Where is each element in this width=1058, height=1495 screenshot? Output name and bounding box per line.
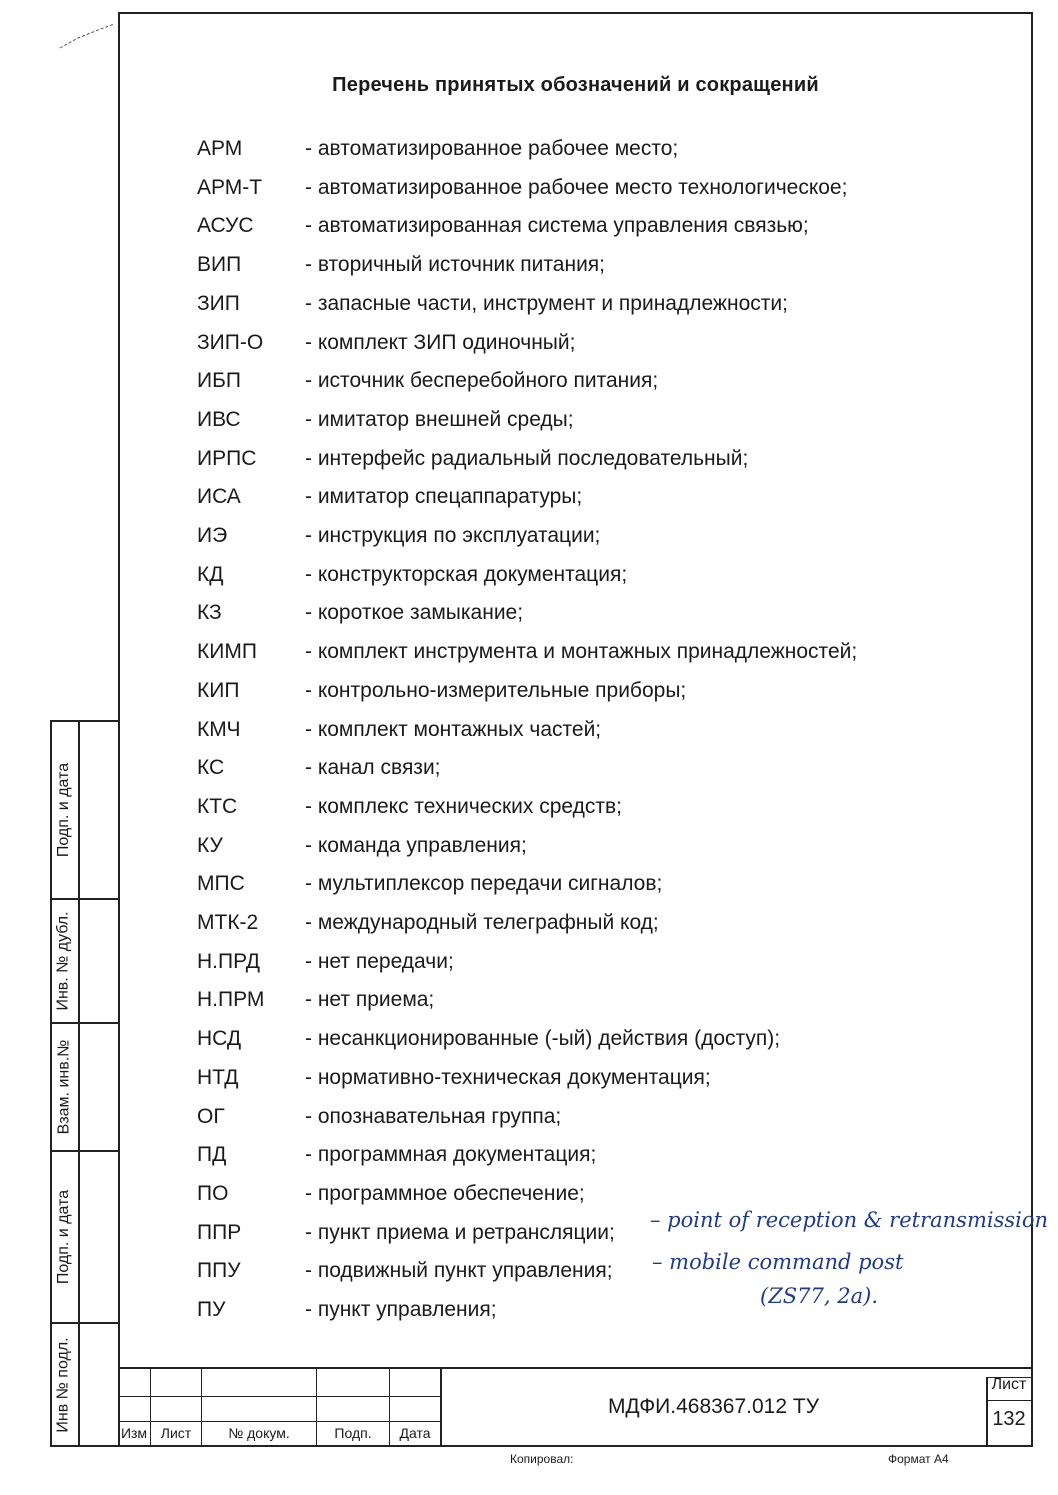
abbreviation-term: ИБП — [197, 369, 241, 393]
abbreviation-definition: - международный телеграфный код; — [305, 911, 659, 934]
abbreviation-term: АСУС — [197, 214, 254, 238]
side-label-inv-dubl: Инв. № дубл. — [55, 911, 73, 1011]
abbreviation-term: КТС — [197, 794, 238, 818]
title-block-top-line — [118, 1367, 1033, 1369]
abbreviation-definition: - нет приема; — [305, 988, 435, 1012]
abbreviation-term: АРМ — [197, 137, 243, 160]
frame-top-border — [118, 12, 1033, 14]
abbreviation-definition: - канал связи; — [305, 756, 441, 780]
pen-mark-icon — [58, 20, 118, 50]
abbreviation-term: КМЧ — [197, 717, 241, 741]
title-block-sheet-mid-line — [986, 1400, 1033, 1401]
abbreviation-term: АРМ-Т — [197, 175, 263, 199]
abbreviation-definition: - нет передачи; — [305, 949, 454, 973]
title-block-row-line — [118, 1396, 440, 1397]
handwritten-note-ppu: – mobile command post — [652, 1250, 904, 1274]
abbreviation-term: ИЭ — [197, 524, 228, 547]
abbreviation-definition: - пункт приема и ретрансляции; — [305, 1220, 615, 1244]
abbreviation-term: ПО — [197, 1181, 229, 1205]
abbreviation-term: ОГ — [197, 1104, 225, 1128]
abbreviation-term: ВИП — [197, 253, 242, 277]
abbreviation-definition: - контрольно-измерительные приборы; — [305, 678, 687, 702]
abbreviation-definition: - источник бесперебойного питания; — [305, 369, 659, 393]
abbreviation-term: ИВС — [197, 407, 241, 431]
abbreviation-term: НТД — [197, 1065, 239, 1089]
abbreviation-term: МТК-2 — [197, 911, 259, 934]
abbreviation-definition: - несанкционированные (-ый) действия (доступ); — [305, 1027, 781, 1051]
abbreviation-term: Н.ПРМ — [197, 988, 265, 1012]
title-block-list: Лист — [160, 1425, 192, 1441]
handwritten-note-ppr: – point of reception & retransmission — [650, 1208, 1049, 1232]
abbreviation-definition: - нормативно-техническая документация; — [305, 1065, 711, 1089]
abbreviation-definition: - интерфейс радиальный последовательный; — [305, 446, 749, 470]
abbreviation-term: ЗИП-О — [197, 330, 264, 354]
handwritten-note-ppu-ref: (ZS77, 2a). — [760, 1284, 878, 1308]
side-label-inv-podl: Инв № подл. — [55, 1336, 72, 1433]
abbreviation-definition: - мультиплексор передачи сигналов; — [305, 872, 663, 896]
abbreviation-definition: - команда управления; — [305, 833, 527, 857]
abbreviation-definition: - имитатор спецаппаратуры; — [305, 485, 583, 509]
side-strip-inner-line — [78, 720, 80, 1447]
abbreviation-term: ППУ — [197, 1259, 241, 1283]
document-code: МДФИ.468367.012 ТУ — [607, 1395, 820, 1418]
title-block-podp: Подп. — [334, 1425, 372, 1441]
side-label-podp-data: Подп. и дата — [55, 762, 72, 858]
abbreviation-term: КИП — [197, 678, 240, 702]
abbreviation-term: КУ — [197, 833, 223, 857]
abbreviation-term: ИРПС — [197, 446, 257, 470]
abbreviation-definition: - конструкторская документация; — [305, 562, 628, 586]
frame-left-border — [118, 12, 120, 1446]
sheet-label: Лист — [991, 1376, 1027, 1393]
abbreviation-definition: - запасные части, инструмент и принадлежности; — [305, 291, 788, 315]
abbreviation-definition: - программное обеспечение; — [305, 1181, 585, 1205]
abbreviation-definition: - программная документация; — [305, 1143, 597, 1167]
abbreviation-definition: - автоматизированная система управления связью; — [305, 214, 809, 238]
abbreviation-definition: - комплект инструмента и монтажных принадлежностей; — [305, 640, 858, 664]
abbreviation-definition: - короткое замыкание; — [305, 601, 524, 625]
title-block-dokum: № докум. — [228, 1425, 290, 1441]
abbreviation-definition: - вторичный источник питания; — [305, 253, 606, 277]
abbreviation-term: МПС — [197, 872, 245, 896]
abbreviation-term: ПУ — [197, 1298, 226, 1321]
footer-format: Формат А4 — [888, 1452, 949, 1466]
abbreviation-term: ЗИП — [197, 291, 240, 315]
abbreviation-definition: - пункт управления; — [305, 1298, 497, 1321]
abbreviation-term: КД — [197, 562, 224, 586]
abbreviation-definition: - опознавательная группа; — [305, 1104, 562, 1128]
abbreviation-definition: - инструкция по эксплуатации; — [305, 524, 601, 547]
abbreviation-term: Н.ПРД — [197, 949, 260, 973]
abbreviation-term: ПД — [197, 1143, 227, 1167]
footer-copied: Копировал: — [510, 1452, 574, 1466]
side-label-podp-data-2: Подп. и дата — [55, 1189, 72, 1285]
abbreviation-definition: - подвижный пункт управления; — [305, 1259, 613, 1283]
title-block-row-line — [118, 1421, 440, 1422]
abbreviation-definition: - комплект монтажных частей; — [305, 717, 602, 741]
sheet-number: 132 — [992, 1408, 1026, 1430]
title-block-data: Дата — [399, 1425, 431, 1441]
frame-bottom-border — [50, 1445, 1033, 1447]
side-label-vzam-inv: Взам. инв.№ — [55, 1039, 72, 1135]
abbreviation-definition: - комплекс технических средств; — [305, 794, 622, 818]
abbreviation-term: ИСА — [197, 485, 241, 509]
abbreviation-term: КЗ — [197, 601, 222, 625]
abbreviation-term: НСД — [197, 1027, 242, 1051]
abbreviation-term: КИМП — [197, 640, 257, 664]
abbreviation-definition: - имитатор внешней среды; — [305, 407, 574, 431]
abbreviation-definition: - автоматизированное рабочее место; — [305, 137, 679, 160]
page-title: Перечень принятых обозначений и сокращений — [332, 74, 819, 96]
abbreviation-term: ППР — [197, 1220, 242, 1244]
abbreviation-definition: - комплект ЗИП одиночный; — [305, 330, 576, 354]
abbreviation-definition: - автоматизированное рабочее место технологическое; — [305, 175, 848, 199]
title-block-izm: Изм — [120, 1425, 148, 1441]
abbreviation-term: КС — [197, 756, 225, 780]
